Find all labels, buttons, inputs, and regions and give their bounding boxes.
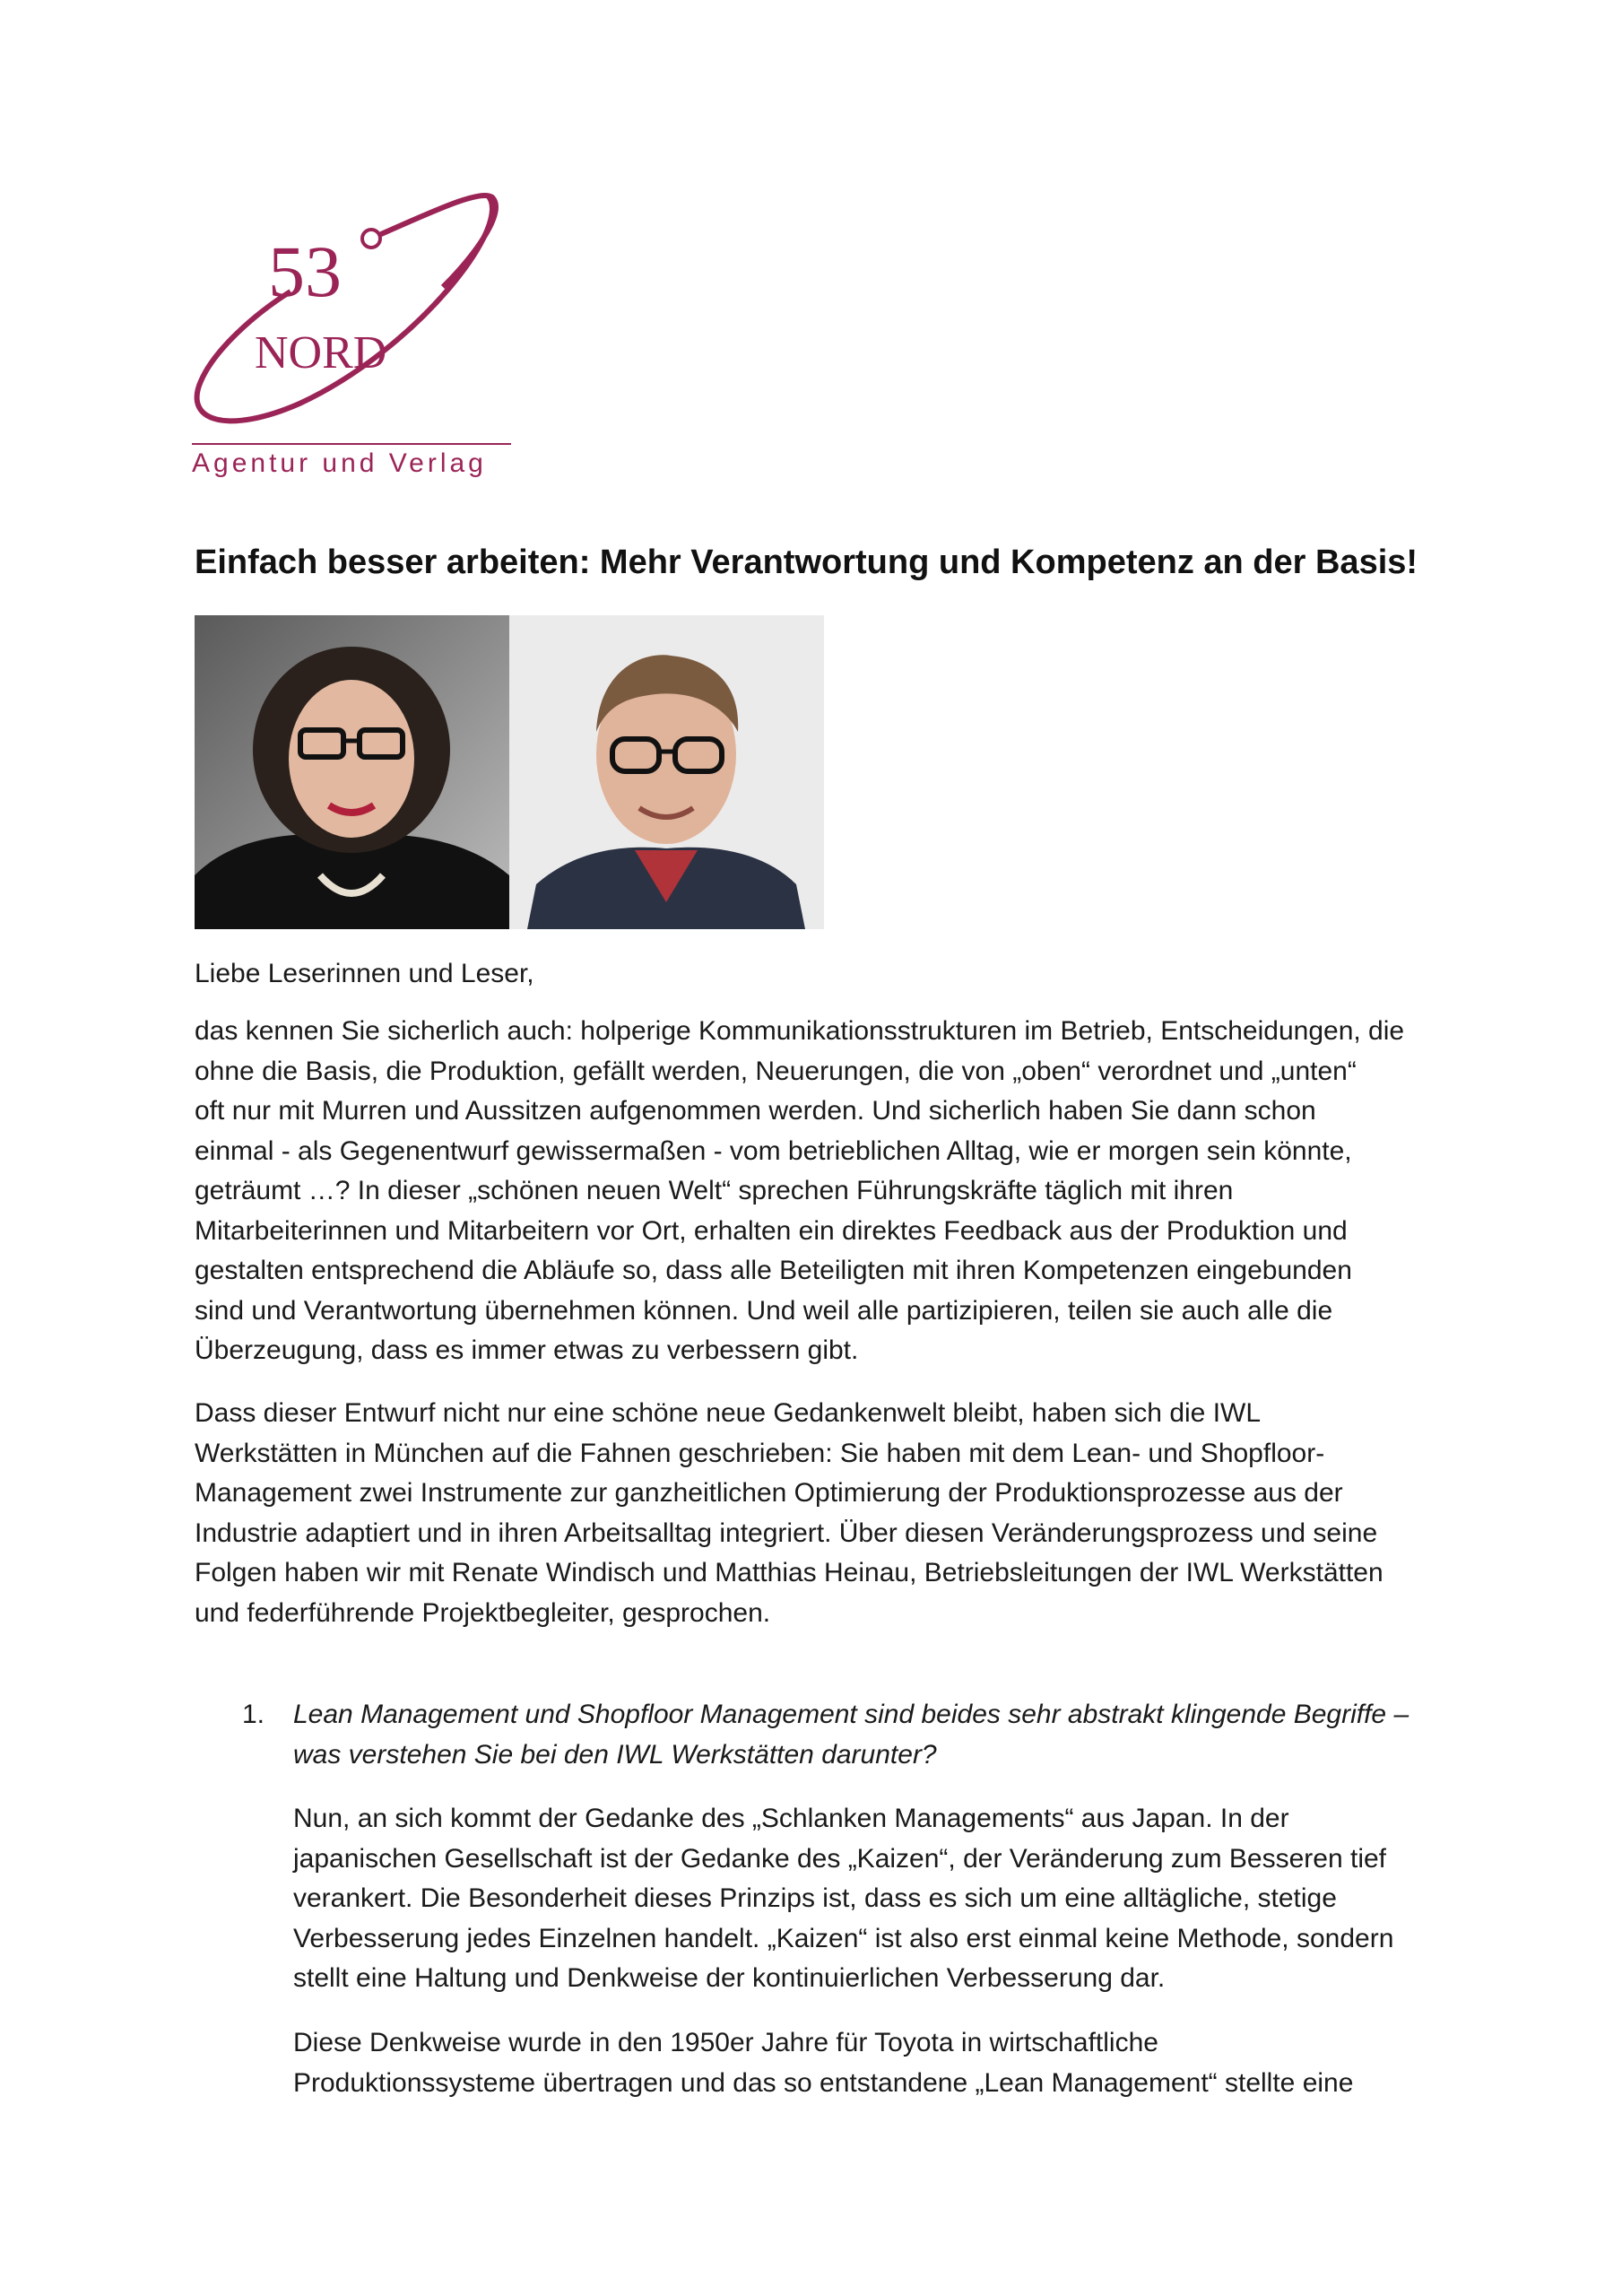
text-line: Mitarbeiterinnen und Mitarbeitern vor Ort, erhalten ein direktes Feedback aus der Produktion und [195, 1215, 1348, 1246]
text-line: Diese Denkweise wurde in den 1950er Jahre für Toyota in wirtschaftliche [293, 2028, 1158, 2057]
context-paragraph [195, 1394, 1450, 1633]
text-line: ohne die Basis, die Produktion, gefällt werden, Neuerungen, die von „oben“ verordnet und „unten“ [195, 1056, 1357, 1086]
text-line: das kennen Sie sicherlich auch: holperige Kommunikationsstrukturen im Betrieb, Entscheidungen, die [195, 1016, 1405, 1046]
text-line: japanischen Gesellschaft ist der Gedanke des „Kaizen“, der Veränderung zum Besseren tief [293, 1843, 1387, 1874]
text-line: Dass dieser Entwurf nicht nur eine schöne neue Gedankenwelt bleibt, haben sich die IWL [195, 1398, 1262, 1428]
logo-number: 53 [268, 230, 342, 312]
text-line: Produktionssysteme übertragen und das so entstandene „Lean Management“ stellte eine [293, 2067, 1354, 2098]
company-logo [192, 188, 511, 502]
text-line: verankert. Die Besonderheit dieses Prinzips ist, dass es sich um eine alltägliche, stetige [293, 1883, 1337, 1913]
text-line: Überzeugung, dass es immer etwas zu verbessern gibt. [195, 1335, 859, 1365]
text-line: sind und Verantwortung übernehmen können. Und weil alle partizipieren, teilen sie auch alle die [195, 1295, 1333, 1326]
intro-paragraph [195, 1012, 1450, 1371]
text-line: einmal - als Gegenentwurf gewissermaßen - vom betrieblichen Alltag, wie er morgen sein könnte, [195, 1135, 1352, 1166]
text-line: was verstehen Sie bei den IWL Werkstätten darunter? [293, 1739, 937, 1770]
logo-tagline: Agentur und Verlag [192, 448, 487, 478]
text-line: stellt eine Haltung und Denkweise der kontinuierlichen Verbesserung dar. [293, 1963, 1166, 1993]
text-line: Management zwei Instrumente zur ganzheitlichen Optimierung der Produktionsprozesse aus der [195, 1478, 1343, 1508]
text-line: geträumt …? In dieser „schönen neuen Welt“ sprechen Führungskräfte täglich mit ihren [195, 1176, 1234, 1205]
text-line: Verbesserung jedes Einzelnen handelt. „Kaizen“ ist also erst einmal keine Methode, sondern [293, 1923, 1394, 1953]
text-line: oft nur mit Murren und Aussitzen aufgenommen werden. Und sicherlich haben Sie dann schon [195, 1096, 1316, 1126]
text-line: Folgen haben wir mit Renate Windisch und Matthias Heinau, Betriebsleitungen der IWL Werkstätten [195, 1558, 1383, 1587]
question-text [293, 1695, 1450, 1775]
page-title: Einfach besser arbeiten: Mehr Verantwortung und Kompetenz an der Basis! [195, 544, 1418, 581]
question-number: 1. [242, 1700, 265, 1729]
text-line: Werkstätten in München auf die Fahnen geschrieben: Sie haben mit dem Lean- und Shopfloor- [195, 1438, 1325, 1468]
text-line: und federführende Projektbegleiter, gesprochen. [195, 1597, 771, 1628]
photo-row [195, 615, 824, 929]
answer-paragraph [293, 1799, 1450, 1999]
answer-paragraph [293, 2023, 1450, 2103]
portrait-man-photo [509, 615, 824, 929]
greeting: Liebe Leserinnen und Leser, [195, 959, 534, 988]
logo-name: NORD [255, 327, 387, 378]
text-line: gestalten entsprechend die Abläufe so, dass alle Beteiligten mit ihren Kompetenzen eingebunden [195, 1256, 1352, 1285]
text-line: Industrie adaptiert und in ihren Arbeitsalltag integriert. Über diesen Veränderungsprozess und seine [195, 1518, 1378, 1548]
portrait-woman-photo [195, 615, 509, 929]
orbit-logo-icon [192, 188, 511, 448]
text-line: Nun, an sich kommt der Gedanke des „Schlanken Managements“ aus Japan. In der [293, 1804, 1289, 1833]
text-line: Lean Management und Shopfloor Management sind beides sehr abstrakt klingende Begriffe – [293, 1700, 1409, 1729]
